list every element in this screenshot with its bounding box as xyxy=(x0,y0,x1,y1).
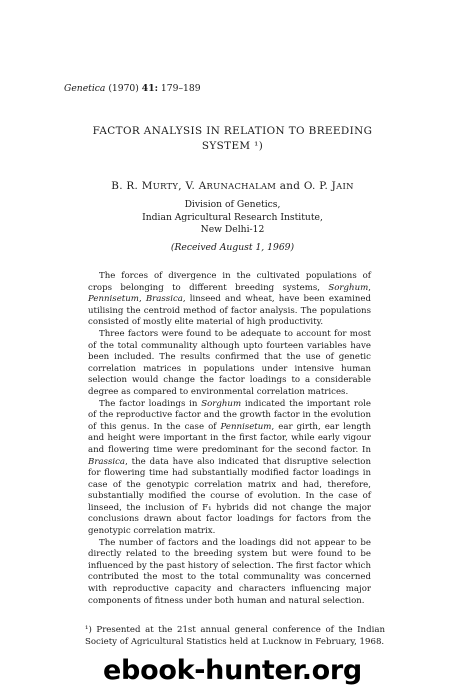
paper-title xyxy=(0,124,465,154)
watermark: ebook-hunter.org xyxy=(103,655,362,686)
footnote-text: ¹) Presented at the 21st annual general conference of the Indian Society of Agricultural Statistics held at Lucknow in February, 1968. xyxy=(85,625,385,647)
text-run: , xyxy=(368,282,371,293)
author-2: V. ARUNACHALAM and xyxy=(185,180,304,192)
abstract-paragraph-2 xyxy=(88,329,371,399)
affiliation-division: Division of Genetics, xyxy=(184,199,281,210)
text-run: indicated the important role of the reproductive factor and the growth factor in the evolution of this genus. In the case of xyxy=(88,398,371,432)
taxon-name: Pennisetum xyxy=(88,294,139,305)
text-run: , linseed and wheat, have been examined utilising the centroid method of factor analysis. The populations consisted of mostly elite material of high productivity. xyxy=(88,294,371,328)
received-date: (Received August 1, 1969) xyxy=(170,241,295,253)
taxon-name: Brassica xyxy=(145,294,183,305)
text-run: The forces of divergence in the cultivated populations of crops belonging to different breeding systems, xyxy=(88,271,371,293)
abstract xyxy=(88,271,371,607)
text-run: , xyxy=(138,294,146,305)
text-run: , ear girth, ear length and height were important in the first factor, while early vigour and flowering time were predominant for the second factor. In xyxy=(88,421,371,455)
journal-volume: 41: xyxy=(141,83,158,94)
abstract-paragraph-4 xyxy=(88,538,371,608)
journal-year: (1970) xyxy=(108,83,139,94)
author-1: B. R. MURTY, xyxy=(111,180,186,192)
taxon-name: Pennisetum xyxy=(220,421,272,432)
title-line-2: SYSTEM ¹) xyxy=(201,140,264,152)
affiliation xyxy=(0,199,465,254)
affiliation-city: New Delhi-12 xyxy=(200,224,265,235)
taxon-name: Brassica xyxy=(88,456,126,467)
journal-pages: 179–189 xyxy=(160,83,201,94)
text-run: The number of factors and the loadings did not appear to be directly related to the breeding system but were found to be influenced by the past history of selection. The first factor which contributed the most to the total communality was concerned with reproductive capacity and characters influencing major components of fitness under both human and natural selection. xyxy=(88,537,371,606)
title-line-1: FACTOR ANALYSIS IN RELATION TO BREEDING xyxy=(92,125,373,137)
footnote xyxy=(85,625,385,648)
abstract-paragraph-1 xyxy=(88,271,371,329)
affiliation-institute: Indian Agricultural Research Institute, xyxy=(142,211,323,223)
abstract-paragraph-3 xyxy=(88,399,371,538)
taxon-name: Sorghum xyxy=(328,282,369,293)
journal-name: Genetica xyxy=(64,83,106,94)
taxon-name: Sorghum xyxy=(201,398,242,409)
author-list xyxy=(0,180,465,193)
text-run: Three factors were found to be adequate to account for most of the total communality although upto fourteen variables have been included. The results confirmed that the use of genetic correlation matrices in populations under intensive human selection would change the factor loadings to a considerable degree as compared to environmental correlation matrices. xyxy=(88,328,371,397)
text-run: The factor loadings in xyxy=(99,398,202,409)
journal-citation xyxy=(64,83,201,95)
text-run: , the data have also indicated that disruptive selection for flowering time had substantially modified factor loadings in case of the genotypic correlation matrix and had, therefore, substantially modified the course of evolution. In the case of linseed, the inclusion of F₁ hybrids did not change the major conclusions drawn about factor loadings for factors from the genotypic correlation matrix. xyxy=(88,456,371,537)
author-3: O. P. JAIN xyxy=(303,180,354,192)
